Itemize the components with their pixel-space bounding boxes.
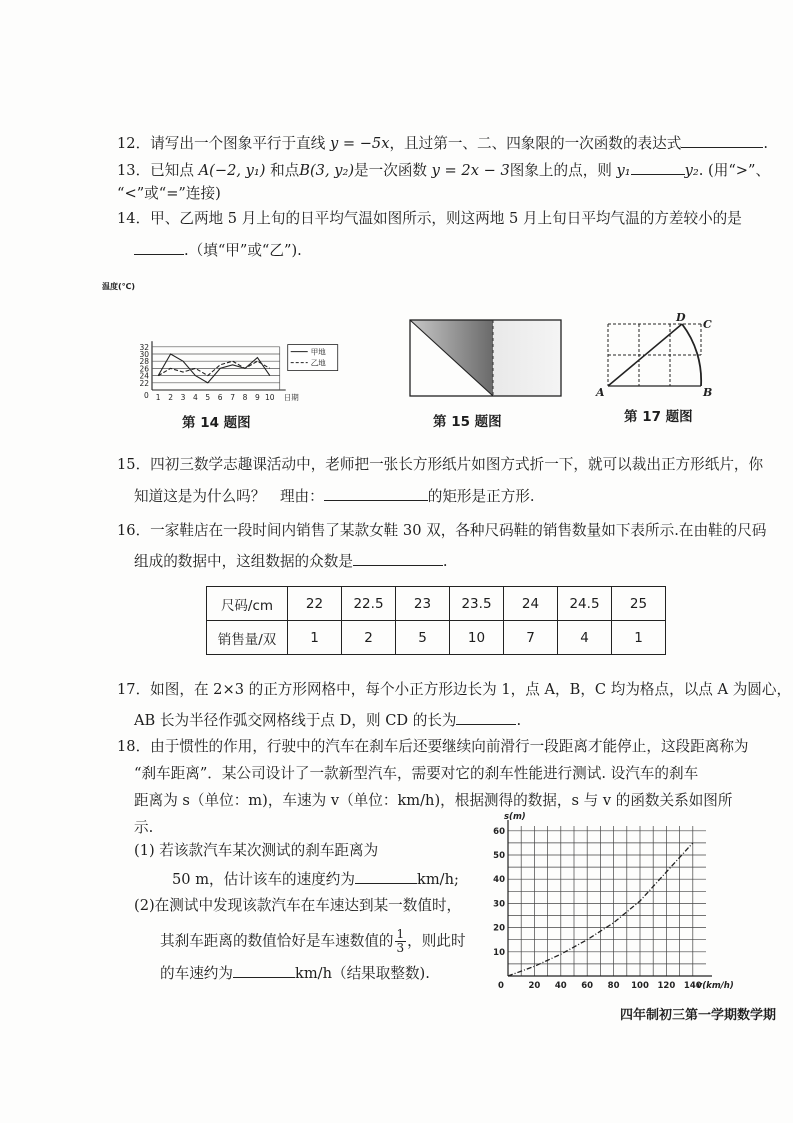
y-tick-label: 26 [139, 364, 149, 374]
x-tick-label: 2 [168, 393, 173, 402]
question-text: 组成的数据中，这组数据的众数是 [134, 553, 353, 570]
question-18-part2-line2 [160, 928, 466, 955]
folded-paper-figure [400, 312, 570, 404]
formula: y₁ [616, 162, 631, 179]
question-text: 其刹车距离的数值恰好是车速数值的 [160, 932, 394, 950]
question-12 [117, 133, 768, 154]
question-15-line2 [134, 486, 535, 507]
table-cell: 22 [288, 587, 342, 621]
question-number: 17． [117, 681, 151, 698]
question-18-part2-line3 [160, 963, 430, 984]
temperature-chart [100, 278, 362, 403]
answer-blank[interactable] [355, 869, 417, 884]
y-tick-label: 30 [139, 350, 149, 359]
table-cell: 5 [396, 621, 450, 655]
question-text: 四初三数学志趣课活动中，老师把一张长方形纸片如图方式折一下，就可以裁出正方形纸片，你 [150, 456, 764, 473]
x-tick-label: 6 [217, 393, 223, 402]
question-text: 已知点 [150, 162, 194, 179]
question-number: 18． [117, 738, 151, 755]
question-13 [117, 160, 770, 181]
fraction-denominator: 3 [396, 941, 405, 955]
y-tick-label: 10 [493, 947, 505, 958]
table-row [207, 587, 666, 621]
question-text: 甲、乙两地 5 月上旬的日平均气温如图所示，则这两地 5 月上旬日平均气温的方差较小的是 [150, 210, 742, 227]
question-text: 一家鞋店在一段时间内销售了某款女鞋 30 双，各种尺码鞋的销售数量如下表所示.在由鞋的尺码 [150, 522, 767, 539]
table-cell: 24.5 [558, 587, 612, 621]
answer-blank[interactable] [233, 963, 295, 978]
question-number: 14． [117, 210, 151, 227]
question-number: 13． [117, 162, 151, 179]
fraction-numerator: 1 [396, 927, 405, 941]
table-cell: 7 [504, 621, 558, 655]
x-tick-label: 120 [657, 981, 676, 991]
punctuation: . [442, 553, 448, 570]
question-18-line3: 距离为 s（单位：m)，车速为 v（单位：km/h)，根据测得的数据，s 与 v 的函数关系如图所 [134, 792, 733, 809]
question-15 [117, 455, 763, 475]
y-axis-label: 温度(℃) [102, 282, 135, 291]
table-cell: 2 [342, 621, 396, 655]
paper-remainder [493, 320, 561, 396]
table-header: 销售量/双 [207, 621, 288, 655]
question-text: “<”或“=”连接) [117, 185, 221, 202]
formula: y = 2x − 3 [431, 162, 510, 179]
x-axis-label: v(km/h) [696, 981, 734, 991]
table-row [207, 621, 666, 655]
question-text: 请写出一个图象平行于直线 [150, 135, 326, 152]
formula: B(3, y₂) [299, 162, 355, 179]
x-tick-label: 4 [193, 393, 198, 402]
label-d: D [676, 311, 686, 324]
table-header: 尺码/cm [207, 587, 288, 621]
answer-blank[interactable] [681, 133, 763, 148]
x-tick-label: 9 [255, 393, 260, 402]
table-cell: 23 [396, 587, 450, 621]
question-text: 的车速约为 [160, 965, 233, 982]
table-cell: 25 [612, 587, 666, 621]
question-text: AB 长为半径作弧交网格线于点 D，则 CD 的长为 [134, 712, 457, 729]
question-18-part1: (1) 若该款汽车某次测试的刹车距离为 [134, 842, 379, 859]
answer-blank[interactable] [353, 551, 443, 566]
question-text: km/h（结果取整数). [294, 965, 430, 982]
figure-17-caption: 第 17 题图 [624, 409, 693, 425]
table-cell: 1 [612, 621, 666, 655]
question-17 [117, 680, 791, 700]
question-text: 是一次函数 [354, 162, 428, 179]
table-cell: 10 [450, 621, 504, 655]
question-18-part1-line2 [172, 869, 459, 890]
question-text: 50 m，估计该车的速度约为 [172, 871, 355, 888]
legend-label: 甲地 [310, 347, 326, 357]
table-cell: 4 [558, 621, 612, 655]
question-14 [117, 209, 742, 229]
question-text: km/h; [417, 871, 459, 888]
origin-label: 0 [498, 981, 504, 991]
question-text: 知道这是为什么吗？ 理由： [134, 488, 324, 505]
label-a: A [596, 386, 605, 399]
x-tick-label: 10 [265, 393, 275, 402]
formula: y = −5x [329, 135, 390, 152]
x-tick-label: 100 [631, 981, 649, 991]
label-b: B [703, 386, 713, 399]
y-tick-label: 24 [139, 371, 149, 381]
question-text: 如图，在 2×3 的正方形网格中，每个小正方形边长为 1，点 A，B，C 均为格点，以点 A 为圆心， [150, 681, 792, 698]
question-number: 16． [117, 522, 151, 539]
x-tick-label: 8 [242, 393, 248, 402]
figure-14-caption: 第 14 题图 [182, 415, 251, 431]
question-14-line2 [134, 240, 302, 261]
x-tick-label: 7 [230, 393, 235, 402]
question-number: 15． [117, 456, 151, 473]
y-tick-label: 32 [139, 342, 149, 352]
x-tick-label: 1 [155, 393, 161, 402]
x-tick-label: 140 [683, 981, 702, 991]
question-text: .（填“甲”或“乙”). [184, 242, 302, 259]
y-tick-label: 30 [493, 899, 505, 910]
x-tick-label: 5 [205, 393, 211, 402]
braking-distance-chart [488, 812, 738, 992]
question-number: 12． [117, 135, 151, 152]
question-17-line2 [134, 710, 521, 731]
question-text: 和点 [270, 162, 300, 179]
figure-15-caption: 第 15 题图 [433, 414, 502, 430]
question-text: . (用“>”、 [698, 162, 771, 179]
question-18-line2: “刹车距离”．某公司设计了一款新型汽车，需要对它的刹车性能进行测试. 设汽车的刹车 [134, 765, 699, 782]
question-text: ，则此时 [407, 932, 466, 950]
x-tick-label: 60 [581, 981, 594, 991]
origin-label: 0 [144, 391, 149, 400]
table-cell: 22.5 [342, 587, 396, 621]
x-axis-label: 日期 [283, 393, 299, 402]
question-16 [117, 521, 766, 541]
answer-blank[interactable] [456, 710, 516, 725]
question-text: 由于惯性的作用，行驶中的汽车在刹车后还要继续向前滑行一段距离才能停止，这段距离称为 [150, 738, 749, 755]
formula: y₂ [684, 162, 699, 179]
question-text: 的矩形是正方形. [427, 488, 535, 505]
question-18 [117, 737, 749, 757]
y-tick-label: 20 [493, 923, 505, 934]
punctuation: . [516, 712, 522, 729]
answer-blank[interactable] [631, 160, 685, 175]
fraction [395, 928, 407, 955]
formula: A(−2, y₁) [198, 162, 266, 179]
grid-arc-figure [590, 310, 720, 406]
legend-label: 乙地 [310, 358, 326, 368]
question-text: ，且过第一、二、四象限的一次函数的表达式 [389, 135, 682, 152]
x-tick-label: 3 [180, 393, 186, 402]
x-tick-label: 80 [607, 981, 620, 991]
y-tick-label: 40 [493, 875, 505, 886]
x-tick-label: 40 [554, 981, 567, 991]
table-cell: 23.5 [450, 587, 504, 621]
y-tick-label: 50 [493, 851, 505, 861]
answer-blank[interactable] [324, 486, 428, 501]
x-tick-label: 20 [528, 981, 541, 991]
y-tick-label: 28 [139, 357, 149, 367]
question-16-line2 [134, 551, 448, 572]
question-18-part2: (2)在测试中发现该款汽车在车速达到某一数值时， [134, 897, 462, 914]
table-cell: 1 [288, 621, 342, 655]
punctuation: . [763, 135, 768, 152]
y-tick-label: 60 [493, 826, 505, 837]
table-cell: 24 [504, 587, 558, 621]
y-axis-label: s(m) [504, 812, 526, 822]
label-c: C [703, 318, 712, 331]
question-18-line4: 示. [134, 819, 154, 836]
question-text: 图象上的点，则 [509, 162, 612, 179]
page-footer: 四年制初三第一学期数学期 [620, 1008, 777, 1023]
question-13-line2 [117, 184, 221, 204]
answer-blank[interactable] [134, 240, 184, 255]
shoe-size-table [206, 586, 666, 655]
y-tick-label: 22 [139, 378, 149, 388]
